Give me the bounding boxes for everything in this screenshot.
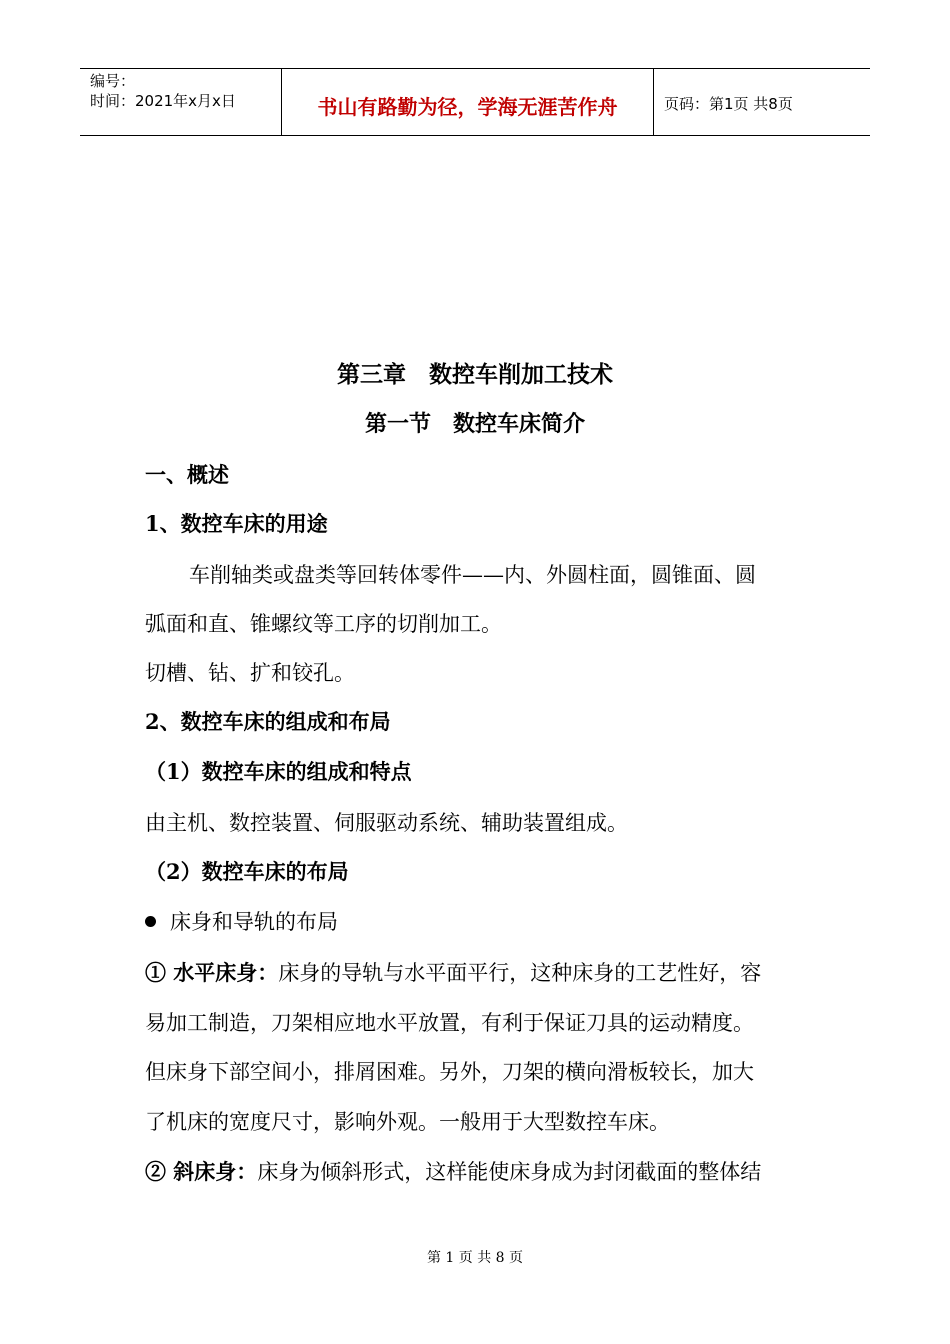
bullet-item: [145, 906, 338, 936]
bullet-text: 床身和导轨的布局: [170, 910, 338, 934]
bullet-dot-icon: [145, 916, 156, 927]
heading-arrangement: （2）数控车床的布局: [145, 859, 349, 884]
paragraph-use-line-3: 切槽、钻、扩和铰孔。: [145, 661, 355, 685]
heading-composition: （1）数控车床的组成和特点: [145, 759, 412, 784]
header-page-info: 页码：第1页 共8页: [664, 95, 793, 113]
chapter-title: 第三章 数控车削加工技术: [337, 361, 613, 388]
page-header: [80, 68, 870, 136]
heading-overview: 一、概述: [145, 462, 229, 487]
item-horizontal-bed-label: ① 水平床身：: [145, 960, 279, 985]
item-slant-bed-text: 床身为倾斜形式，这样能使床身成为封闭截面的整体结: [257, 1160, 762, 1184]
paragraph-use-line-2: 弧面和直、锥螺纹等工序的切削加工。: [145, 612, 502, 636]
section-title: 第一节 数控车床简介: [364, 411, 585, 437]
item-slant-bed-label: ② 斜床身：: [145, 1159, 258, 1184]
item-horizontal-bed-line-2: 易加工制造，刀架相应地水平放置，有利于保证刀具的运动精度。: [145, 1011, 754, 1035]
item-horizontal-bed-text: 床身的导轨与水平面平行，这种床身的工艺性好，容: [278, 961, 762, 985]
paragraph-composition: 由主机、数控装置、伺服驱动系统、辅助装置组成。: [145, 811, 628, 835]
item-slant-bed-line-1: [145, 1156, 761, 1186]
heading-use: 1、数控车床的用途: [145, 511, 328, 536]
paragraph-use-line-1: 车削轴类或盘类等回转体零件——内、外圆柱面，圆锥面、圆: [189, 563, 756, 587]
header-motto: 书山有路勤为径，学海无涯苦作舟: [282, 69, 654, 135]
header-number-label: 编号：: [90, 72, 136, 90]
item-horizontal-bed-line-3: 但床身下部空间小，排屑困难。另外，刀架的横向滑板较长，加大: [145, 1060, 754, 1084]
item-horizontal-bed-line-4: 了机床的宽度尺寸，影响外观。一般用于大型数控车床。: [145, 1110, 670, 1134]
page-footer: 第 1 页 共 8 页: [426, 1250, 524, 1266]
heading-layout: 2、数控车床的组成和布局: [145, 709, 391, 734]
header-meta: [80, 69, 282, 135]
header-date-label: 时间：2021年x月x日: [90, 92, 236, 110]
item-horizontal-bed-line-1: [145, 957, 761, 987]
